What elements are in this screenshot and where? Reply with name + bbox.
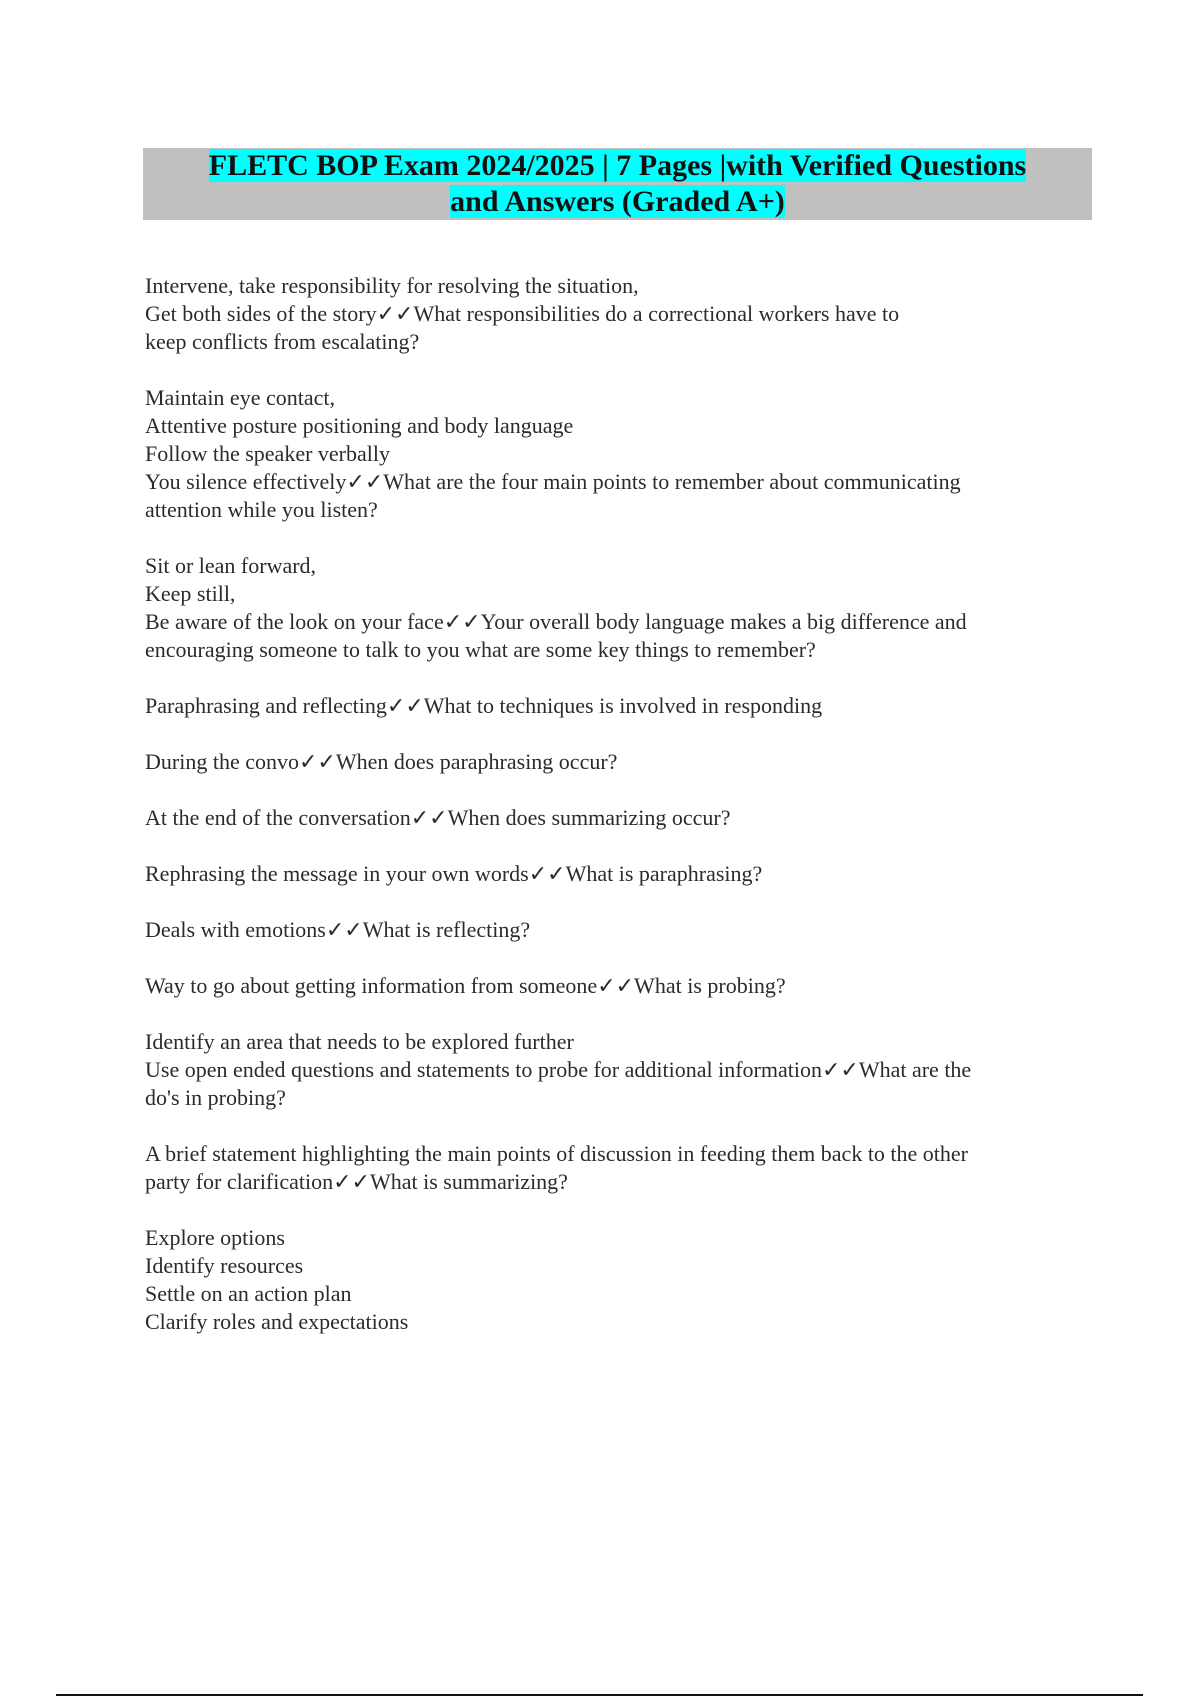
qa-block xyxy=(145,692,1065,720)
qa-line: Rephrasing the message in your own words✓✓What is paraphrasing? xyxy=(145,861,763,886)
qa-block xyxy=(145,272,1065,356)
qa-block xyxy=(145,384,1065,524)
qa-line: Get both sides of the story✓✓What responsibilities do a correctional workers have to xyxy=(145,301,900,326)
qa-line: keep conflicts from escalating? xyxy=(145,329,420,354)
qa-line: Attentive posture positioning and body language xyxy=(145,413,574,438)
qa-line: Clarify roles and expectations xyxy=(145,1309,409,1334)
document-title-line-2 xyxy=(143,184,1092,220)
footer-divider xyxy=(56,1694,1143,1696)
qa-line: Deals with emotions✓✓What is reflecting? xyxy=(145,917,531,942)
qa-block xyxy=(145,860,1065,888)
qa-line: encouraging someone to talk to you what are some key things to remember? xyxy=(145,637,816,662)
qa-line: Identify an area that needs to be explored further xyxy=(145,1029,574,1054)
qa-block xyxy=(145,1224,1065,1336)
qa-line: attention while you listen? xyxy=(145,497,378,522)
qa-line: Sit or lean forward, xyxy=(145,553,317,578)
qa-line: Way to go about getting information from someone✓✓What is probing? xyxy=(145,973,786,998)
qa-line: Maintain eye contact, xyxy=(145,385,335,410)
title-highlight-2: and Answers (Graded A+) xyxy=(450,185,785,218)
document-title-bar xyxy=(143,148,1092,220)
qa-block xyxy=(145,916,1065,944)
qa-content xyxy=(145,272,1065,1364)
qa-line: Use open ended questions and statements to probe for additional information✓✓What are the xyxy=(145,1057,972,1082)
qa-line: Be aware of the look on your face✓✓Your overall body language makes a big difference and xyxy=(145,609,967,634)
qa-block xyxy=(145,748,1065,776)
document-title-line-1 xyxy=(143,148,1092,184)
qa-block xyxy=(145,1028,1065,1112)
qa-line: do's in probing? xyxy=(145,1085,286,1110)
qa-line: Paraphrasing and reflecting✓✓What to techniques is involved in responding xyxy=(145,693,823,718)
qa-line: Keep still, xyxy=(145,581,236,606)
qa-line: Follow the speaker verbally xyxy=(145,441,390,466)
qa-line: At the end of the conversation✓✓When does summarizing occur? xyxy=(145,805,731,830)
qa-line: During the convo✓✓When does paraphrasing occur? xyxy=(145,749,618,774)
qa-line: Settle on an action plan xyxy=(145,1281,352,1306)
qa-line: Explore options xyxy=(145,1225,285,1250)
qa-line: party for clarification✓✓What is summarizing? xyxy=(145,1169,568,1194)
qa-block xyxy=(145,1140,1065,1196)
qa-line: A brief statement highlighting the main points of discussion in feeding them back to the other xyxy=(145,1141,969,1166)
qa-line: You silence effectively✓✓What are the four main points to remember about communicating xyxy=(145,469,961,494)
qa-line: Intervene, take responsibility for resolving the situation, xyxy=(145,273,639,298)
qa-block xyxy=(145,552,1065,664)
qa-line: Identify resources xyxy=(145,1253,304,1278)
qa-block xyxy=(145,972,1065,1000)
title-highlight-1: FLETC BOP Exam 2024/2025 | 7 Pages |with Verified Questions xyxy=(208,149,1027,182)
qa-block xyxy=(145,804,1065,832)
